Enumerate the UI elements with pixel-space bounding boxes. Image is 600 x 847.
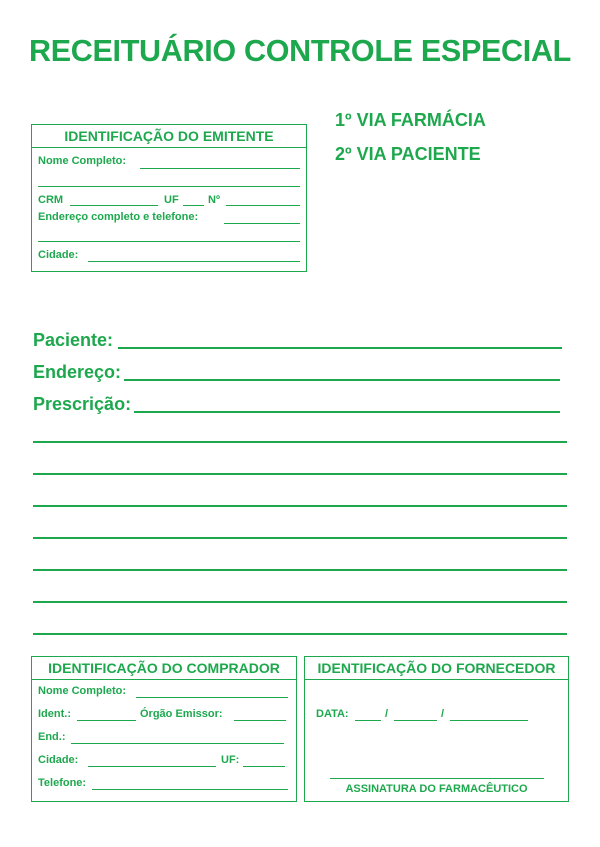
comprador-telefone-label: Telefone: bbox=[38, 777, 87, 789]
comprador-cidade-label: Cidade: bbox=[38, 754, 79, 766]
comprador-cidade-field[interactable] bbox=[88, 766, 216, 767]
prescricao-line-2[interactable] bbox=[33, 473, 567, 475]
fornecedor-data-year-field[interactable] bbox=[450, 720, 528, 721]
emitente-heading: IDENTIFICAÇÃO DO EMITENTE bbox=[64, 128, 274, 144]
paciente-field[interactable] bbox=[118, 347, 562, 349]
fornecedor-data-slash-1: / bbox=[385, 708, 389, 720]
emitente-endereco-field-line2[interactable] bbox=[38, 241, 300, 242]
emitente-numero-field[interactable] bbox=[226, 205, 300, 206]
emitente-crm-field[interactable] bbox=[70, 205, 158, 206]
emitente-numero-label: Nº bbox=[208, 194, 220, 206]
fornecedor-assinatura-field[interactable] bbox=[330, 778, 544, 779]
fornecedor-data-label: DATA: bbox=[316, 708, 349, 720]
fornecedor-data-day-field[interactable] bbox=[355, 720, 381, 721]
endereco-field[interactable] bbox=[124, 379, 560, 381]
comprador-ident-field[interactable] bbox=[77, 720, 136, 721]
prescricao-label: Prescrição: bbox=[33, 394, 132, 414]
comprador-orgao-label: Órgão Emissor: bbox=[140, 708, 223, 720]
emitente-crm-label: CRM bbox=[38, 194, 64, 206]
fornecedor-box bbox=[304, 656, 569, 802]
comprador-end-label: End.: bbox=[38, 731, 66, 743]
prescricao-line-4[interactable] bbox=[33, 537, 567, 539]
emitente-endereco-field[interactable] bbox=[224, 223, 300, 224]
comprador-telefone-field[interactable] bbox=[92, 789, 288, 790]
emitente-cidade-field[interactable] bbox=[88, 261, 300, 262]
comprador-end-field[interactable] bbox=[71, 743, 284, 744]
emitente-uf-field[interactable] bbox=[183, 205, 204, 206]
comprador-box bbox=[31, 656, 297, 802]
comprador-heading: IDENTIFICAÇÃO DO COMPRADOR bbox=[48, 660, 280, 676]
fornecedor-data-month-field[interactable] bbox=[394, 720, 437, 721]
page-title: RECEITUÁRIO CONTROLE ESPECIAL bbox=[28, 34, 572, 68]
comprador-nome-field[interactable] bbox=[136, 697, 288, 698]
fornecedor-data-slash-2: / bbox=[441, 708, 445, 720]
endereco-label: Endereço: bbox=[33, 362, 122, 382]
via-paciente-label: 2º VIA PACIENTE bbox=[335, 144, 481, 164]
prescricao-line-1[interactable] bbox=[33, 441, 567, 443]
via-farmacia-label: 1º VIA FARMÁCIA bbox=[335, 110, 486, 130]
prescricao-line-5[interactable] bbox=[33, 569, 567, 571]
emitente-box bbox=[31, 124, 307, 272]
paciente-label: Paciente: bbox=[33, 330, 114, 350]
prescricao-line-3[interactable] bbox=[33, 505, 567, 507]
prescricao-line-7[interactable] bbox=[33, 633, 567, 635]
emitente-cidade-label: Cidade: bbox=[38, 249, 79, 261]
fornecedor-heading: IDENTIFICAÇÃO DO FORNECEDOR bbox=[317, 660, 556, 676]
comprador-orgao-field[interactable] bbox=[234, 720, 286, 721]
comprador-nome-label: Nome Completo: bbox=[38, 685, 126, 697]
emitente-heading-divider bbox=[32, 147, 306, 148]
comprador-ident-label: Ident.: bbox=[38, 708, 71, 720]
emitente-nome-field-line2[interactable] bbox=[38, 186, 300, 187]
comprador-heading-divider bbox=[32, 679, 296, 680]
prescricao-line-6[interactable] bbox=[33, 601, 567, 603]
comprador-uf-label: UF: bbox=[221, 754, 240, 766]
emitente-nome-label: Nome Completo: bbox=[38, 155, 126, 167]
fornecedor-heading-divider bbox=[305, 679, 568, 680]
prescricao-field[interactable] bbox=[134, 411, 560, 413]
fornecedor-assinatura-label: ASSINATURA DO FARMACÊUTICO bbox=[345, 783, 528, 795]
emitente-uf-label: UF bbox=[164, 194, 179, 206]
comprador-uf-field[interactable] bbox=[243, 766, 285, 767]
emitente-endereco-label: Endereço completo e telefone: bbox=[38, 211, 199, 223]
emitente-nome-field[interactable] bbox=[140, 168, 300, 169]
